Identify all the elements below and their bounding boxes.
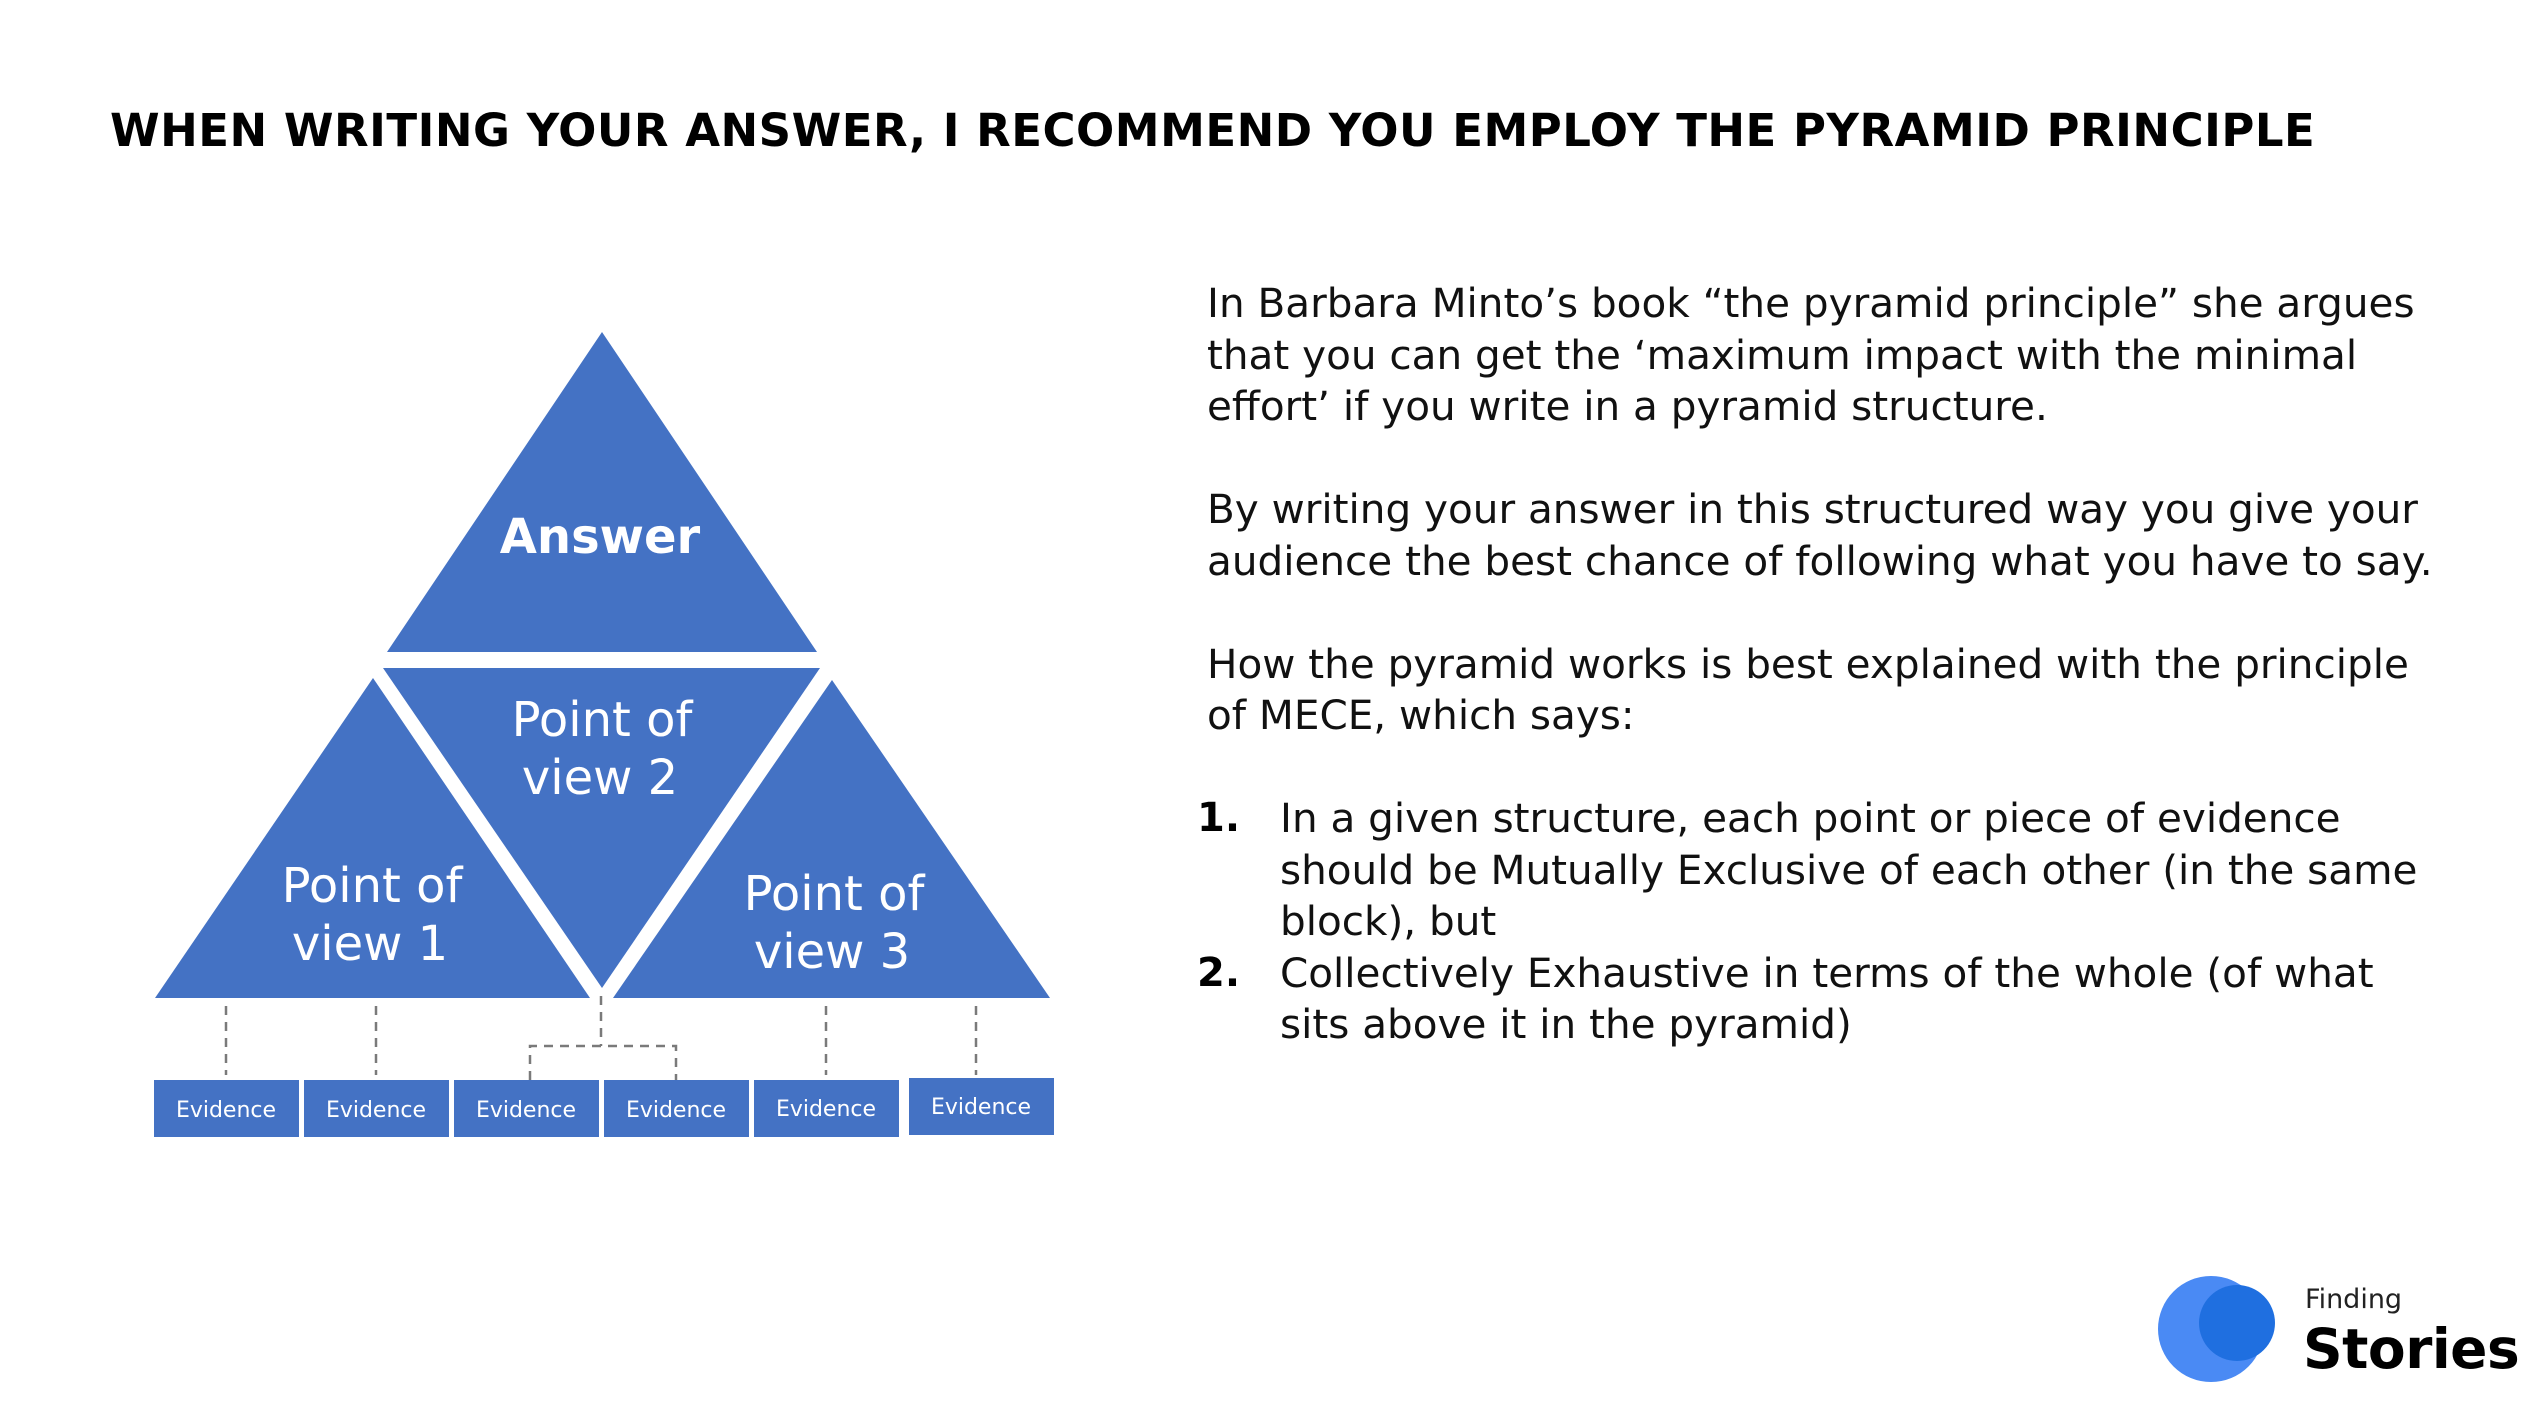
answer-label: Answer — [499, 509, 701, 565]
evidence-label-4: Evidence — [625, 1098, 727, 1123]
evidence-box-5 — [754, 1080, 899, 1137]
point-of-view-3-label-line1: Point of — [743, 866, 925, 922]
point-of-view-1-label-line1: Point of — [281, 858, 463, 914]
point-of-view-1-label-line2: view 1 — [291, 916, 449, 972]
paragraph-structured-answer: By writing your answer in this structured way you give your audience the best chance of following what you have to say. — [1207, 485, 2433, 585]
finding-stories-logo — [2155, 1275, 2535, 1385]
list-text-1: In a given structure, each point or piece of evidence should be Mutually Exclusive of each other (in the same block), but — [1280, 794, 2418, 945]
evidence-box-4 — [604, 1080, 749, 1137]
evidence-box-6 — [909, 1078, 1054, 1135]
point-of-view-2-label-line2: view 2 — [521, 750, 679, 806]
evidence-box-2 — [304, 1080, 449, 1137]
logo-text-stories: Stories — [2303, 1317, 2520, 1381]
evidence-label-1: Evidence — [175, 1098, 277, 1123]
list-text-2: Collectively Exhaustive in terms of the whole (of what sits above it in the pyramid) — [1280, 948, 2374, 1048]
evidence-label-3: Evidence — [475, 1098, 577, 1123]
paragraph-mece-intro: How the pyramid works is best explained with the principle of MECE, which says: — [1207, 639, 2409, 739]
list-number-2: 2. — [1197, 949, 1241, 996]
logo-text-finding: Finding — [2305, 1284, 2403, 1315]
explanation-text — [1197, 278, 2447, 1051]
answer-triangle — [387, 332, 817, 652]
point-of-view-3-label-line2: view 3 — [753, 924, 911, 980]
list-number-1: 1. — [1197, 795, 1241, 841]
paragraph-minto: In Barbara Minto’s book “the pyramid principle” she argues that you can get the ‘maximum impact with the minimal effort’ if you write in a pyramid structure. — [1207, 279, 2415, 430]
slide-title: WHEN WRITING YOUR ANSWER, I RECOMMEND YOU EMPLOY THE PYRAMID PRINCIPLE — [110, 104, 2316, 157]
logo-circles-icon — [2155, 1275, 2285, 1385]
list-item — [1197, 793, 2447, 948]
pyramid-diagram — [0, 0, 1100, 1180]
evidence-label-2: Evidence — [325, 1098, 427, 1123]
evidence-label-5: Evidence — [775, 1097, 877, 1122]
evidence-label-6: Evidence — [930, 1095, 1032, 1120]
point-of-view-2-label-line1: Point of — [511, 692, 693, 748]
evidence-connectors — [226, 996, 976, 1080]
mece-list — [1197, 793, 2447, 1051]
list-item — [1197, 948, 2447, 1051]
evidence-box-3 — [454, 1080, 599, 1137]
evidence-box-1 — [154, 1080, 299, 1137]
